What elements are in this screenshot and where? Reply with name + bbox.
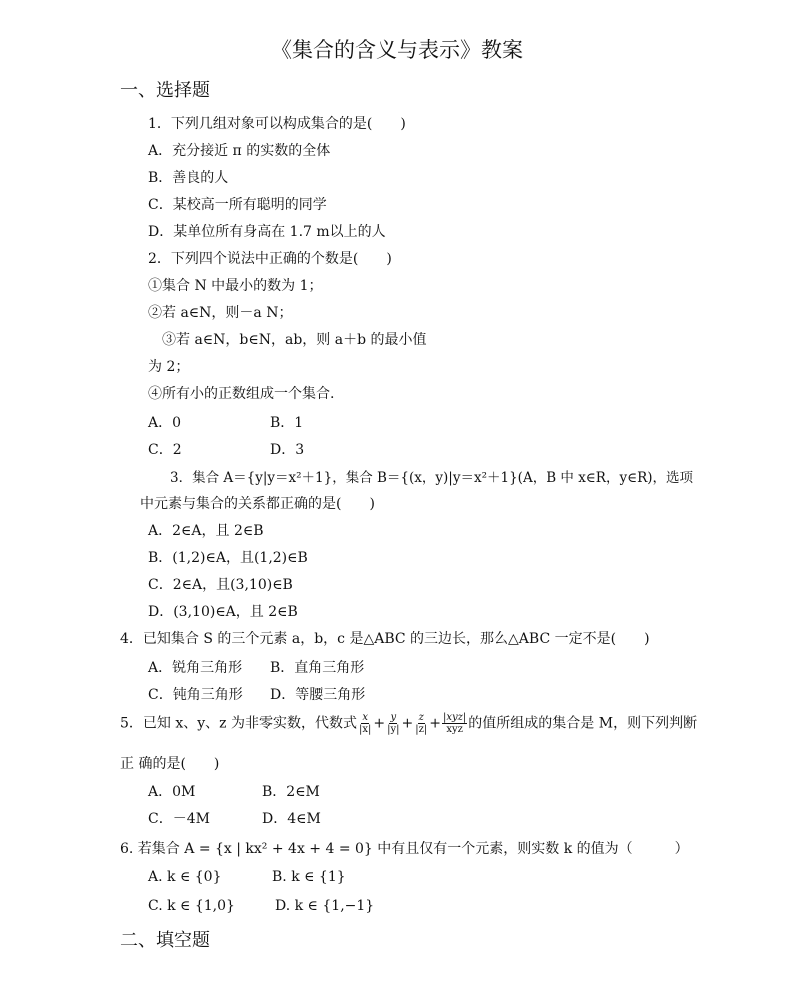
q1-option-d: D．某单位所有身高在 1.7 m以上的人 — [148, 224, 386, 240]
q2-option-c: C．2 — [148, 442, 182, 458]
q2-option-b: B．1 — [270, 415, 304, 431]
q1-option-c: C．某校高一所有聪明的同学 — [148, 197, 327, 213]
q2-option-d: D．3 — [270, 442, 305, 458]
q6-option-d: D. k ∈ {1,−1} — [275, 898, 375, 914]
q2-statement-2: ②若 a∈N，则－a N； — [148, 305, 293, 321]
section-heading-choice: 一、选择题 — [120, 80, 210, 101]
fraction-y: $\frac{y}{|y|}$ — [387, 712, 400, 735]
q4-option-b: B．直角三角形 — [270, 660, 365, 676]
q2-stem: 2．下列四个说法中正确的个数是( ) — [148, 251, 392, 267]
q5-stem-post: 的值所组成的集合是 M，则下列判断 — [468, 715, 698, 732]
fraction-z: $\frac{z}{|z|}$ — [415, 712, 428, 735]
q1-option-b: B．善良的人 — [148, 170, 229, 186]
q3-option-c: C．2∈A，且(3,10)∈B — [148, 577, 293, 593]
q2-statement-1: ①集合 N 中最小的数为 1； — [148, 278, 323, 294]
q2-statement-4: ④所有小的正数组成一个集合. — [148, 386, 335, 402]
plus-sign: + — [429, 715, 441, 732]
plus-sign: + — [401, 715, 414, 732]
q4-stem: 4．已知集合 S 的三个元素 a，b，c 是△ABC 的三边长，那么△ABC 一定不是( ) — [120, 631, 650, 647]
document-title: 《集合的含义与表示》教案 — [271, 38, 523, 62]
q4-option-c: C．钝角三角形 — [148, 687, 243, 703]
fraction-xyz: $\frac{\text{|xyz|}}{\text{xyz}}$ — [443, 712, 467, 735]
q6-option-b: B. k ∈ {1} — [272, 869, 346, 885]
q5-stem-pre: 5．已知 x、y、z 为非零实数，代数式 — [120, 715, 357, 732]
q5-stem-cont: 正 确的是( ) — [120, 756, 220, 772]
q1-stem: 1．下列几组对象可以构成集合的是( ) — [148, 116, 406, 132]
q3-stem: 3．集合 A＝{y|y＝x²＋1}，集合 B＝{(x，y)|y＝x²＋1}(A，B 中 x∈R，y∈R)，选项 — [170, 470, 694, 486]
q4-option-d: D．等腰三角形 — [270, 687, 366, 703]
fraction-x: $\frac{x}{|x|}$ — [359, 712, 372, 735]
q3-option-b: B．(1,2)∈A，且(1,2)∈B — [148, 550, 308, 566]
q2-statement-3: ③若 a∈N，b∈N，ab，则 a＋b 的最小值 — [162, 332, 427, 348]
q1-option-a: A．充分接近 π 的实数的全体 — [148, 143, 331, 159]
q6-option-c: C. k ∈ {1,0} — [148, 898, 235, 914]
plus-sign: + — [373, 715, 386, 732]
q3-option-a: A．2∈A，且 2∈B — [148, 523, 264, 539]
q5-option-a: A．0M — [148, 784, 196, 800]
q5-stem — [120, 712, 697, 735]
q5-option-d: D．4∈M — [262, 811, 321, 827]
q6-stem: 6. 若集合 A = {x | kx² + 4x + 4 = 0} 中有且仅有一个元素，则实数 k 的值为（ ） — [120, 841, 689, 857]
section-heading-fill: 二、填空题 — [120, 930, 210, 951]
q3-stem-cont: 中元素与集合的关系都正确的是( ) — [140, 496, 375, 512]
q5-option-c: C．－4M — [148, 811, 210, 827]
q6-option-a: A. k ∈ {0} — [148, 869, 222, 885]
q5-option-b: B．2∈M — [262, 784, 320, 800]
q2-option-a: A．0 — [148, 415, 182, 431]
q4-option-a: A．锐角三角形 — [148, 660, 243, 676]
q3-option-d: D．(3,10)∈A，且 2∈B — [148, 604, 298, 620]
q2-statement-3-cont: 为 2； — [148, 359, 190, 375]
